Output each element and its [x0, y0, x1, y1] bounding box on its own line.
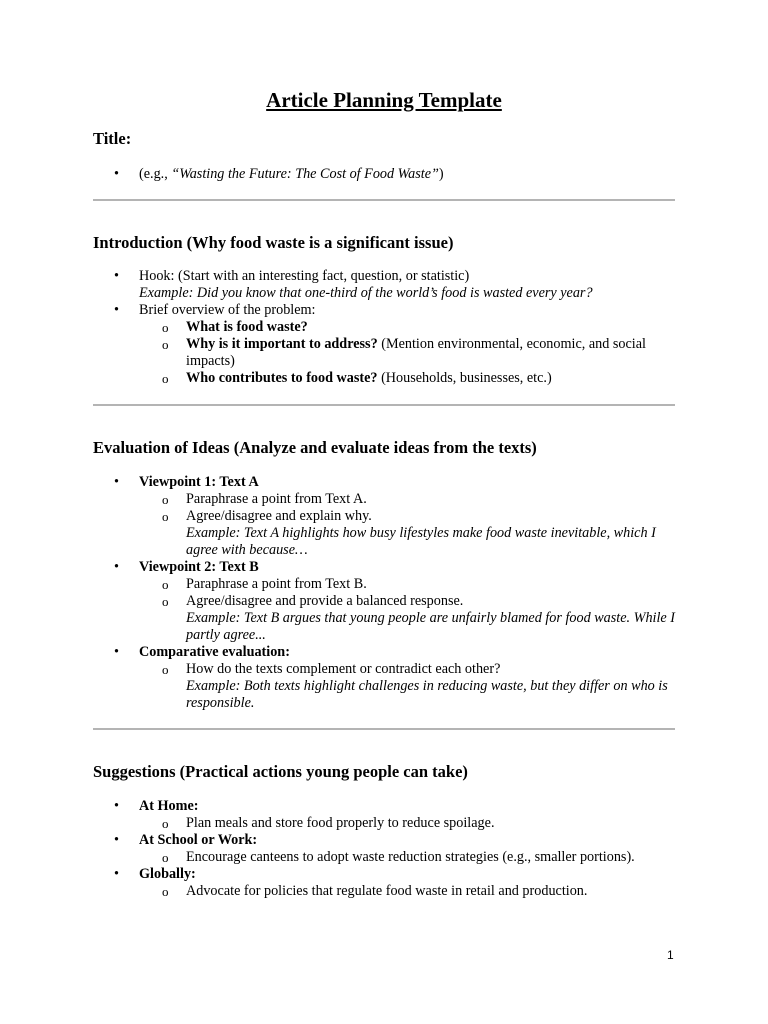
title-example-suffix: ): [438, 166, 444, 182]
suggestions-heading: Suggestions (Practical actions young people can take): [93, 762, 468, 781]
comparative-label: Comparative evaluation:: [139, 644, 290, 660]
at-home-sublist: [139, 815, 635, 832]
viewpoint-1-sublist: [139, 491, 675, 559]
globally-action: Advocate for policies that regulate food waste in retail and production.: [186, 883, 588, 899]
evaluation-list: [93, 474, 675, 712]
viewpoint-1-label: Viewpoint 1: Text A: [139, 474, 259, 490]
title-example: “Wasting the Future: The Cost of Food Waste”: [171, 166, 439, 182]
page-number: 1: [667, 948, 674, 962]
viewpoint-2-example: Example: Text B argues that young people are unfairly blamed for food waste. While I partly agree...: [186, 610, 675, 643]
at-school-action: Encourage canteens to adopt waste reduction strategies (e.g., smaller portions).: [186, 849, 635, 865]
list-item: [93, 832, 635, 866]
document-title: Article Planning Template: [266, 88, 502, 112]
comparative-example: Example: Both texts highlight challenges in reducing waste, but they differ on who is responsible.: [186, 678, 668, 711]
section-divider: [93, 728, 675, 730]
globally-sublist: [139, 883, 635, 900]
list-item: [93, 474, 675, 559]
list-item: [139, 370, 675, 387]
list-item: [93, 268, 675, 302]
section-divider: [93, 199, 675, 201]
title-label: Title:: [93, 129, 132, 148]
viewpoint-2-label: Viewpoint 2: Text B: [139, 559, 259, 575]
viewpoint-2-paraphrase: Paraphrase a point from Text B.: [186, 576, 367, 592]
hook-example: Example: Did you know that one-third of the world’s food is wasted every year?: [139, 285, 593, 301]
title-list: [93, 166, 444, 183]
overview-sublist: [139, 319, 675, 387]
list-item: [93, 302, 675, 387]
intro-heading: Introduction (Why food waste is a significant issue): [93, 233, 454, 252]
viewpoint-1-paraphrase: Paraphrase a point from Text A.: [186, 491, 367, 507]
list-item: [139, 508, 675, 559]
at-home-label: At Home:: [139, 798, 199, 814]
list-item: [139, 491, 675, 508]
list-item: [139, 576, 675, 593]
list-item: [139, 336, 675, 370]
viewpoint-2-agree: Agree/disagree and provide a balanced response.: [186, 593, 464, 609]
question-what: What is food waste?: [186, 319, 308, 335]
question-who-detail: (Households, businesses, etc.): [377, 370, 552, 386]
viewpoint-1-example: Example: Text A highlights how busy lifestyles make food waste inevitable, which I agree with because…: [186, 525, 656, 558]
list-item: [139, 319, 675, 336]
title-example-prefix: (e.g.,: [139, 166, 172, 182]
list-item: [93, 166, 444, 183]
hook-text: Hook: (Start with an interesting fact, question, or statistic): [139, 268, 470, 284]
suggestions-list: [93, 798, 635, 900]
list-item: [139, 661, 675, 712]
viewpoint-1-agree: Agree/disagree and explain why.: [186, 508, 372, 524]
question-why: Why is it important to address?: [186, 336, 378, 352]
at-school-label: At School or Work:: [139, 832, 258, 848]
list-item: [139, 883, 635, 900]
section-divider: [93, 404, 675, 406]
overview-text: Brief overview of the problem:: [139, 302, 316, 318]
list-item: [93, 798, 635, 832]
comparative-question: How do the texts complement or contradict each other?: [186, 661, 501, 677]
list-item: [139, 593, 675, 644]
list-item: [93, 559, 675, 644]
question-who: Who contributes to food waste?: [186, 370, 378, 386]
at-home-action: Plan meals and store food properly to reduce spoilage.: [186, 815, 495, 831]
at-school-sublist: [139, 849, 635, 866]
comparative-sublist: [139, 661, 675, 712]
viewpoint-2-sublist: [139, 576, 675, 644]
list-item: [93, 866, 635, 900]
intro-list: [93, 268, 675, 387]
globally-label: Globally:: [139, 866, 196, 882]
question-why-detail: (Mention environmental, economic, and social impacts): [186, 336, 646, 369]
evaluation-heading: Evaluation of Ideas (Analyze and evaluate ideas from the texts): [93, 438, 537, 457]
list-item: [93, 644, 675, 712]
list-item: [139, 815, 635, 832]
list-item: [139, 849, 635, 866]
